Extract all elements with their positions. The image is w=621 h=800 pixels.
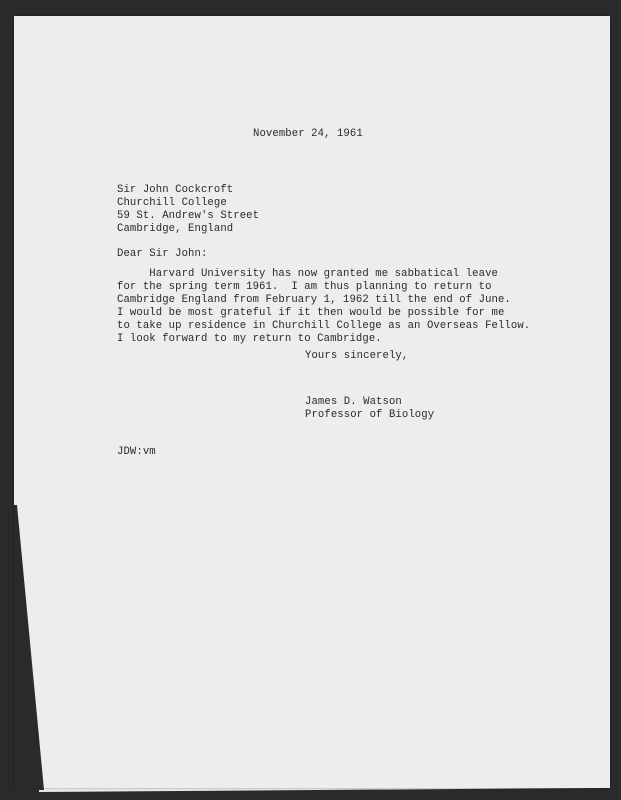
signature-name: James D. Watson [305, 396, 402, 408]
letter-body [117, 268, 530, 346]
body-line: Cambridge England from February 1, 1962 till the end of June. [117, 294, 511, 306]
body-line: Harvard University has now granted me sabbatical leave [117, 268, 498, 280]
body-line: for the spring term 1961. I am thus planning to return to [117, 281, 492, 293]
signature-block [305, 396, 434, 422]
recipient-line: Churchill College [117, 197, 227, 209]
body-line: to take up residence in Churchill College as an Overseas Fellow. [117, 320, 531, 332]
body-line: I look forward to my return to Cambridge. [117, 333, 382, 345]
signature-title: Professor of Biology [305, 409, 435, 421]
recipient-line: Cambridge, England [117, 223, 234, 235]
recipient-line: Sir John Cockcroft [117, 184, 234, 196]
recipient-line: 59 St. Andrew's Street [117, 210, 260, 222]
typist-initials: JDW:vm [117, 446, 156, 458]
salutation: Dear Sir John: [117, 248, 208, 260]
recipient-address [117, 184, 259, 236]
body-line: I would be most grateful if it then would be possible for me [117, 307, 505, 319]
closing: Yours sincerely, [305, 350, 409, 362]
letter-date: November 24, 1961 [253, 128, 363, 140]
